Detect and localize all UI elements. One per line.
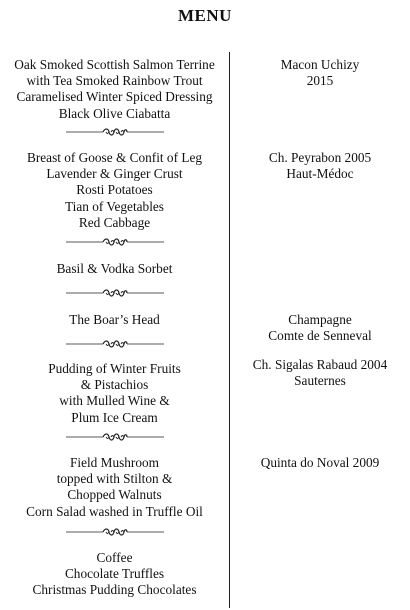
scroll-flourish-icon [66, 237, 164, 247]
wine-line: Quinta do Noval 2009 [260, 455, 380, 470]
course-line: Chopped Walnuts [67, 487, 162, 503]
course-savoury [0, 455, 229, 520]
wine-line: Haut-Médoc [286, 166, 354, 182]
course-line: topped with Stilton & [56, 471, 173, 487]
course-line: Pudding of Winter Fruits [48, 361, 181, 376]
wine-starter [230, 57, 410, 89]
scroll-flourish-icon [66, 527, 164, 537]
course-line: Oak Smoked Scottish Salmon Terrine [14, 57, 215, 72]
wine-main [230, 150, 410, 182]
course-starter [0, 57, 229, 122]
wine-champagne [230, 312, 410, 344]
course-line: Tian of Vegetables [65, 198, 164, 214]
course-line: Field Mushroom [69, 455, 160, 470]
course-line: with Mulled Wine & [59, 393, 170, 409]
course-line: Lavender & Ginger Crust [46, 166, 183, 182]
scroll-flourish-icon [66, 288, 164, 298]
course-line: Christmas Pudding Chocolates [32, 582, 197, 598]
scroll-flourish-icon [66, 127, 164, 137]
page-title: MENU [178, 6, 232, 25]
course-pudding [0, 361, 229, 426]
course-line: Corn Salad washed in Truffle Oil [26, 503, 203, 519]
course-line: Rosti Potatoes [76, 182, 153, 198]
course-sorbet [0, 261, 229, 277]
wine-line: Ch. Sigalas Rabaud 2004 [252, 357, 388, 372]
wine-line: Comte de Senneval [268, 328, 372, 344]
course-line: Coffee [96, 550, 133, 565]
course-line: Red Cabbage [78, 214, 151, 230]
course-line: Caramelised Winter Spiced Dressing [16, 89, 213, 105]
course-boars-head [0, 312, 229, 328]
course-coffee [0, 550, 229, 599]
course-line: Basil & Vodka Sorbet [56, 261, 173, 276]
course-line: The Boar’s Head [69, 312, 160, 327]
course-line: Plum Ice Cream [71, 409, 158, 425]
course-line: Chocolate Truffles [64, 566, 165, 582]
wine-dessert [230, 357, 410, 389]
wine-line: Sauternes [294, 373, 346, 389]
course-line: with Tea Smoked Rainbow Trout [26, 73, 203, 89]
course-line: & Pistachios [80, 377, 149, 393]
scroll-flourish-icon [66, 432, 164, 442]
scroll-flourish-icon [66, 339, 164, 349]
course-line: Breast of Goose & Confit of Leg [26, 150, 203, 165]
wine-port [230, 455, 410, 471]
wine-line: Champagne [288, 312, 352, 327]
course-main [0, 150, 229, 231]
wine-line: Ch. Peyrabon 2005 [268, 150, 372, 165]
course-line: Black Olive Ciabatta [58, 105, 171, 121]
wine-line: 2015 [306, 73, 334, 89]
wine-line: Macon Uchizy [280, 57, 360, 72]
